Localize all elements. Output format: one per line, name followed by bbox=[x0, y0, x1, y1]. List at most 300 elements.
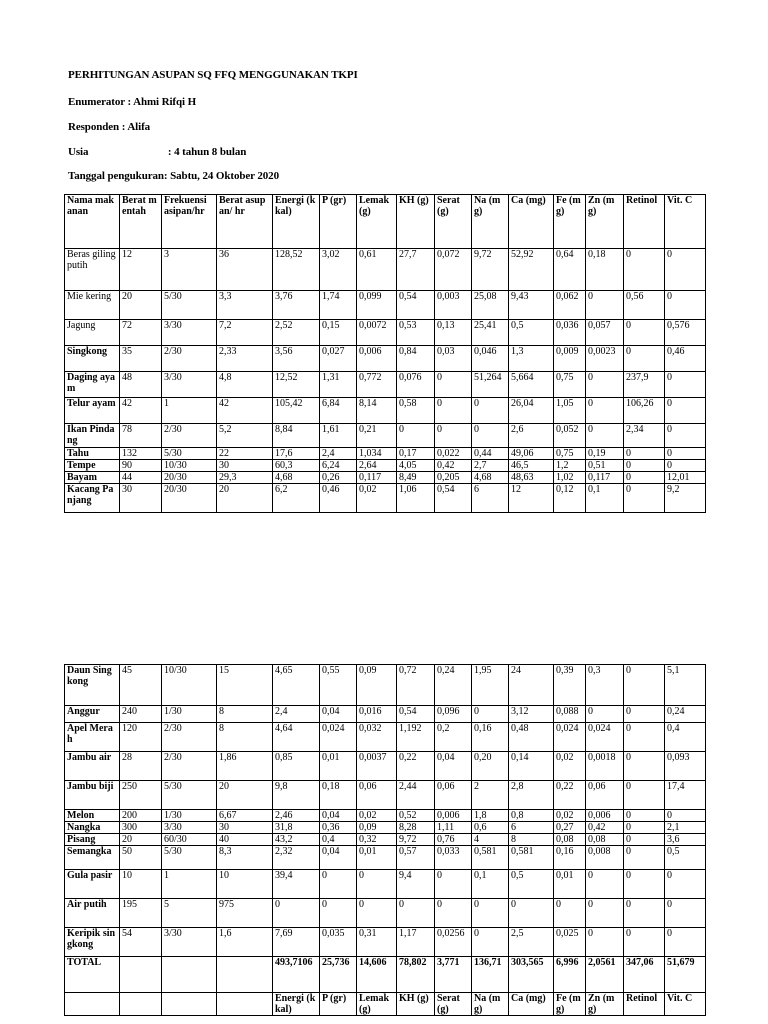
table-cell: 0,13 bbox=[435, 320, 472, 346]
table-cell: 3,771 bbox=[435, 957, 472, 993]
table-cell: 0,088 bbox=[554, 706, 586, 723]
table-cell: Lemak (g) bbox=[357, 195, 397, 249]
table-cell: 128,52 bbox=[273, 249, 320, 291]
table-cell: 0,076 bbox=[397, 372, 435, 398]
table-cell: 132 bbox=[120, 448, 162, 460]
table-cell: 7,2 bbox=[217, 320, 273, 346]
table-cell: 49,06 bbox=[509, 448, 554, 460]
table-row bbox=[65, 928, 706, 957]
table-cell: 0 bbox=[665, 448, 706, 460]
table-cell: 0,096 bbox=[435, 706, 472, 723]
table-cell: 0,006 bbox=[586, 810, 624, 822]
table-cell: 2,1 bbox=[665, 822, 706, 834]
table-cell: 3/30 bbox=[162, 372, 217, 398]
table-cell: 4,8 bbox=[217, 372, 273, 398]
food-name-cell: Gula pasir bbox=[65, 870, 120, 899]
table-cell: 6,996 bbox=[554, 957, 586, 993]
table-cell: 1/30 bbox=[162, 810, 217, 822]
table-cell: 5,2 bbox=[217, 424, 273, 448]
table-cell: 0,024 bbox=[554, 723, 586, 752]
table-cell: 0,008 bbox=[586, 846, 624, 870]
table-cell: 2,4 bbox=[273, 706, 320, 723]
table-cell: 0,3 bbox=[586, 665, 624, 706]
header-row bbox=[65, 195, 706, 249]
table-cell: 8,3 bbox=[217, 846, 273, 870]
food-name-cell: Keripik singkong bbox=[65, 928, 120, 957]
table-cell: 8,49 bbox=[397, 472, 435, 484]
table-cell: 1,95 bbox=[472, 665, 509, 706]
table-cell: 30 bbox=[120, 484, 162, 513]
table-cell: 12 bbox=[509, 484, 554, 513]
table-cell: 0 bbox=[357, 899, 397, 928]
table-cell: 0,14 bbox=[509, 752, 554, 781]
tanggal-line: Tanggal pengukuran: Sabtu, 24 Oktober 2020 bbox=[68, 170, 279, 182]
table-cell: 0 bbox=[586, 928, 624, 957]
table-cell: 0 bbox=[397, 899, 435, 928]
table-cell: 0,036 bbox=[554, 320, 586, 346]
table-cell: 0 bbox=[624, 665, 665, 706]
table-cell: 0,09 bbox=[357, 822, 397, 834]
table-cell: 42 bbox=[120, 398, 162, 424]
table-cell: 0,51 bbox=[586, 460, 624, 472]
table-cell: 0,02 bbox=[554, 752, 586, 781]
table-cell: 0 bbox=[320, 899, 357, 928]
table-cell: 0 bbox=[624, 810, 665, 822]
table-row bbox=[65, 846, 706, 870]
table-cell: 0,022 bbox=[435, 448, 472, 460]
table-cell: Lemak (g) bbox=[357, 993, 397, 1016]
food-name-cell: Jambu biji bbox=[65, 781, 120, 810]
table-cell: 40 bbox=[217, 834, 273, 846]
total-label-cell: TOTAL bbox=[65, 957, 120, 993]
table-cell: 0,5 bbox=[665, 846, 706, 870]
table-cell: 303,565 bbox=[509, 957, 554, 993]
table-cell: Zn (mg) bbox=[586, 993, 624, 1016]
table-cell: 106,26 bbox=[624, 398, 665, 424]
table-cell: 0 bbox=[273, 899, 320, 928]
table-cell: 3/30 bbox=[162, 928, 217, 957]
table-cell: 250 bbox=[120, 781, 162, 810]
table-cell: 0,772 bbox=[357, 372, 397, 398]
table-cell: 0,42 bbox=[586, 822, 624, 834]
table-cell bbox=[217, 957, 273, 993]
usia-line: Usia : 4 tahun 8 bulan bbox=[68, 146, 247, 158]
table-cell: 3,6 bbox=[665, 834, 706, 846]
table-cell: 0 bbox=[472, 928, 509, 957]
table-cell: 0 bbox=[357, 870, 397, 899]
table-cell: 22 bbox=[217, 448, 273, 460]
table-cell: 0 bbox=[624, 834, 665, 846]
table-row bbox=[65, 752, 706, 781]
table-cell: 0 bbox=[665, 372, 706, 398]
table-cell: 25,736 bbox=[320, 957, 357, 993]
table-row bbox=[65, 320, 706, 346]
table-cell: 9,4 bbox=[397, 870, 435, 899]
table-cell: 6 bbox=[509, 822, 554, 834]
table-row bbox=[65, 781, 706, 810]
table-cell: 0,24 bbox=[435, 665, 472, 706]
table-cell: 0,21 bbox=[357, 424, 397, 448]
table-cell: 1,05 bbox=[554, 398, 586, 424]
table-cell: 0 bbox=[624, 460, 665, 472]
table-cell: 2,4 bbox=[320, 448, 357, 460]
table-cell: 0,58 bbox=[397, 398, 435, 424]
table-cell: 0,55 bbox=[320, 665, 357, 706]
table-cell: 0 bbox=[665, 424, 706, 448]
table-cell: 0,22 bbox=[397, 752, 435, 781]
table-cell: 0,06 bbox=[435, 781, 472, 810]
table-cell: 1 bbox=[162, 870, 217, 899]
table-cell: 3,3 bbox=[217, 291, 273, 320]
food-name-cell: Anggur bbox=[65, 706, 120, 723]
table-cell: 0 bbox=[509, 899, 554, 928]
table-cell: 12 bbox=[120, 249, 162, 291]
table-cell: 0,31 bbox=[357, 928, 397, 957]
table-cell: 9,72 bbox=[397, 834, 435, 846]
table-cell: 51,264 bbox=[472, 372, 509, 398]
document-title: PERHITUNGAN ASUPAN SQ FFQ MENGGUNAKAN TKPI bbox=[68, 69, 358, 81]
responden-line: Responden : Alifa bbox=[68, 121, 151, 133]
table-cell: 0,581 bbox=[472, 846, 509, 870]
table-cell: 9,2 bbox=[665, 484, 706, 513]
table-cell: Na (mg) bbox=[472, 195, 509, 249]
table-cell: 2,32 bbox=[273, 846, 320, 870]
table-cell: 0 bbox=[624, 928, 665, 957]
table-cell: Serat (g) bbox=[435, 993, 472, 1016]
table-cell: 78 bbox=[120, 424, 162, 448]
table-cell: 0 bbox=[472, 899, 509, 928]
table-cell: 2,46 bbox=[273, 810, 320, 822]
table-cell: 27,7 bbox=[397, 249, 435, 291]
table-cell: 5,1 bbox=[665, 665, 706, 706]
table-cell: 0,01 bbox=[357, 846, 397, 870]
food-name-cell: Jambu air bbox=[65, 752, 120, 781]
table-cell bbox=[217, 993, 273, 1016]
table-cell: 4,68 bbox=[472, 472, 509, 484]
table-cell: 20/30 bbox=[162, 484, 217, 513]
table-cell: 0,0037 bbox=[357, 752, 397, 781]
table-cell: 45 bbox=[120, 665, 162, 706]
table-cell: 0 bbox=[665, 928, 706, 957]
table-cell: 195 bbox=[120, 899, 162, 928]
table-cell: 0,54 bbox=[397, 291, 435, 320]
table-cell: 1,8 bbox=[472, 810, 509, 822]
table-cell: 200 bbox=[120, 810, 162, 822]
table-cell: 51,679 bbox=[665, 957, 706, 993]
food-name-cell: Daging ayam bbox=[65, 372, 120, 398]
table-cell: 0,44 bbox=[472, 448, 509, 460]
intake-table-page2 bbox=[64, 664, 706, 1016]
table-cell: 0,1 bbox=[586, 484, 624, 513]
table-cell: 12,52 bbox=[273, 372, 320, 398]
food-name-cell: Beras giling putih bbox=[65, 249, 120, 291]
table-cell: 25,41 bbox=[472, 320, 509, 346]
table-cell: 9,72 bbox=[472, 249, 509, 291]
table-cell: 0,062 bbox=[554, 291, 586, 320]
table-cell: 2,33 bbox=[217, 346, 273, 372]
table-cell: Na (mg) bbox=[472, 993, 509, 1016]
table-row bbox=[65, 291, 706, 320]
table-cell: 20 bbox=[217, 484, 273, 513]
table-cell: 0 bbox=[665, 460, 706, 472]
table-cell: 6,67 bbox=[217, 810, 273, 822]
table-cell: 2/30 bbox=[162, 424, 217, 448]
table-cell: 8 bbox=[217, 723, 273, 752]
enumerator-line: Enumerator : Ahmi Rifqi H bbox=[68, 96, 197, 108]
table-cell: 2 bbox=[472, 781, 509, 810]
table-cell: KH (g) bbox=[397, 993, 435, 1016]
table-cell: 2,52 bbox=[273, 320, 320, 346]
table-cell: Retinol bbox=[624, 993, 665, 1016]
table-cell: 3/30 bbox=[162, 320, 217, 346]
table-cell: 5/30 bbox=[162, 781, 217, 810]
table-cell: 0,16 bbox=[472, 723, 509, 752]
table-cell: 26,04 bbox=[509, 398, 554, 424]
table-cell: 0,20 bbox=[472, 752, 509, 781]
table-row bbox=[65, 448, 706, 460]
table-cell: 975 bbox=[217, 899, 273, 928]
table-cell: 3 bbox=[162, 249, 217, 291]
table-cell: P (gr) bbox=[320, 195, 357, 249]
table-cell: 300 bbox=[120, 822, 162, 834]
table-cell: 2,34 bbox=[624, 424, 665, 448]
table-row bbox=[65, 899, 706, 928]
table-row bbox=[65, 346, 706, 372]
table-cell: 0,06 bbox=[357, 781, 397, 810]
table-cell: 0,006 bbox=[435, 810, 472, 822]
table-cell: 0,006 bbox=[357, 346, 397, 372]
table-cell: 0 bbox=[586, 706, 624, 723]
table-cell bbox=[120, 993, 162, 1016]
table-cell: 5/30 bbox=[162, 291, 217, 320]
table-cell: 0,46 bbox=[320, 484, 357, 513]
table-cell: Fe (mg) bbox=[554, 195, 586, 249]
table-cell: 0,032 bbox=[357, 723, 397, 752]
table-cell: 0,2 bbox=[435, 723, 472, 752]
table-cell: 0,009 bbox=[554, 346, 586, 372]
table-cell: 0,4 bbox=[665, 723, 706, 752]
food-name-cell: Telur ayam bbox=[65, 398, 120, 424]
table-cell: 20 bbox=[120, 291, 162, 320]
table-cell bbox=[162, 993, 217, 1016]
table-row bbox=[65, 372, 706, 398]
table-cell: 5/30 bbox=[162, 448, 217, 460]
table-cell: 4,68 bbox=[273, 472, 320, 484]
table-cell: 20 bbox=[217, 781, 273, 810]
table-cell: 2,44 bbox=[397, 781, 435, 810]
table-cell: 3/30 bbox=[162, 822, 217, 834]
table-cell: 0,18 bbox=[320, 781, 357, 810]
table-cell: 6 bbox=[472, 484, 509, 513]
table-cell: 20 bbox=[120, 834, 162, 846]
table-cell: 0 bbox=[624, 484, 665, 513]
table-cell: 0,26 bbox=[320, 472, 357, 484]
food-name-cell: Bayam bbox=[65, 472, 120, 484]
table-cell: 0,0023 bbox=[586, 346, 624, 372]
table-cell: 44 bbox=[120, 472, 162, 484]
table-cell: 39,4 bbox=[273, 870, 320, 899]
table-cell: 237,9 bbox=[624, 372, 665, 398]
food-name-cell: Singkong bbox=[65, 346, 120, 372]
table-cell: 0,54 bbox=[397, 706, 435, 723]
table-cell: 10/30 bbox=[162, 460, 217, 472]
table-cell: 0,024 bbox=[320, 723, 357, 752]
table-cell: 0,03 bbox=[435, 346, 472, 372]
table-cell: 1,02 bbox=[554, 472, 586, 484]
table-cell: 17,6 bbox=[273, 448, 320, 460]
table-cell: 0 bbox=[665, 249, 706, 291]
table-cell: 0,0072 bbox=[357, 320, 397, 346]
table-cell: 0,035 bbox=[320, 928, 357, 957]
table-cell: 0,093 bbox=[665, 752, 706, 781]
table-cell: 0,02 bbox=[554, 810, 586, 822]
table-cell: 0 bbox=[472, 424, 509, 448]
table-cell: 0 bbox=[665, 398, 706, 424]
table-cell: 0 bbox=[624, 846, 665, 870]
table-cell: 30 bbox=[217, 822, 273, 834]
food-name-cell: Melon bbox=[65, 810, 120, 822]
table-cell: 0,76 bbox=[435, 834, 472, 846]
table-row bbox=[65, 424, 706, 448]
table-cell: 1,06 bbox=[397, 484, 435, 513]
food-name-cell: Semangka bbox=[65, 846, 120, 870]
table-cell: 0,1 bbox=[472, 870, 509, 899]
table-cell: 31,8 bbox=[273, 822, 320, 834]
table-cell: 0,22 bbox=[554, 781, 586, 810]
table-cell: 0 bbox=[624, 706, 665, 723]
table-cell: 2,0561 bbox=[586, 957, 624, 993]
table-cell: 1,61 bbox=[320, 424, 357, 448]
table-cell: 0,117 bbox=[586, 472, 624, 484]
table-cell: 7,69 bbox=[273, 928, 320, 957]
table-cell: 60/30 bbox=[162, 834, 217, 846]
table-cell: 1,86 bbox=[217, 752, 273, 781]
table-cell: 0 bbox=[624, 899, 665, 928]
table-cell: 0,205 bbox=[435, 472, 472, 484]
table-cell: 0,01 bbox=[554, 870, 586, 899]
table-cell: 2,7 bbox=[472, 460, 509, 472]
table-row bbox=[65, 834, 706, 846]
table-row bbox=[65, 822, 706, 834]
table-cell: 347,06 bbox=[624, 957, 665, 993]
table-cell: 3,76 bbox=[273, 291, 320, 320]
table-cell: 0,576 bbox=[665, 320, 706, 346]
table-cell: 0 bbox=[435, 398, 472, 424]
table-cell: 10 bbox=[120, 870, 162, 899]
table-cell: 0,61 bbox=[357, 249, 397, 291]
table-cell: 17,4 bbox=[665, 781, 706, 810]
table-cell: 0,19 bbox=[586, 448, 624, 460]
table-cell: 0 bbox=[435, 870, 472, 899]
table-cell: 0,117 bbox=[357, 472, 397, 484]
table-cell: 2/30 bbox=[162, 723, 217, 752]
table-cell: Fe (mg) bbox=[554, 993, 586, 1016]
table-cell: 4,64 bbox=[273, 723, 320, 752]
table-cell: 0,016 bbox=[357, 706, 397, 723]
table-cell: 6,2 bbox=[273, 484, 320, 513]
table-cell: 8,14 bbox=[357, 398, 397, 424]
table-cell: 0,033 bbox=[435, 846, 472, 870]
table-cell: 1,17 bbox=[397, 928, 435, 957]
food-name-cell: Ikan Pindang bbox=[65, 424, 120, 448]
table-cell: 0 bbox=[435, 899, 472, 928]
table-cell: 5 bbox=[162, 899, 217, 928]
table-cell: 0,17 bbox=[397, 448, 435, 460]
table-row bbox=[65, 723, 706, 752]
table-cell: 0,27 bbox=[554, 822, 586, 834]
table-cell: 0,4 bbox=[320, 834, 357, 846]
header-cell: Nama makanan bbox=[65, 195, 120, 249]
table-cell: 1,11 bbox=[435, 822, 472, 834]
table-cell: 493,7106 bbox=[273, 957, 320, 993]
table-cell: 3,12 bbox=[509, 706, 554, 723]
table-cell: 0 bbox=[665, 899, 706, 928]
table-cell: 0,56 bbox=[624, 291, 665, 320]
table-cell: 0,046 bbox=[472, 346, 509, 372]
table-cell: 0,8 bbox=[509, 810, 554, 822]
table-cell: 0 bbox=[397, 424, 435, 448]
table-cell: 0 bbox=[554, 899, 586, 928]
table-cell: 0,057 bbox=[586, 320, 624, 346]
table-cell: 0 bbox=[586, 424, 624, 448]
table-cell: 36 bbox=[217, 249, 273, 291]
table-cell: 10 bbox=[217, 870, 273, 899]
table-cell: 0,42 bbox=[435, 460, 472, 472]
table-cell: 0 bbox=[472, 398, 509, 424]
table-cell: 0 bbox=[665, 870, 706, 899]
table-cell: 0,32 bbox=[357, 834, 397, 846]
table-cell: Zn (mg) bbox=[586, 195, 624, 249]
table-cell: 42 bbox=[217, 398, 273, 424]
table-cell: 0,84 bbox=[397, 346, 435, 372]
table-cell: 28 bbox=[120, 752, 162, 781]
table-cell: 0 bbox=[624, 249, 665, 291]
table-cell: 0,003 bbox=[435, 291, 472, 320]
table-cell: 0,64 bbox=[554, 249, 586, 291]
total-row bbox=[65, 957, 706, 993]
table-cell: 1,192 bbox=[397, 723, 435, 752]
table-cell: Energi (kkal) bbox=[273, 993, 320, 1016]
table-cell: 0,0018 bbox=[586, 752, 624, 781]
food-name-cell: Nangka bbox=[65, 822, 120, 834]
table-cell: 2/30 bbox=[162, 346, 217, 372]
table-cell: 0,04 bbox=[435, 752, 472, 781]
table-cell: 50 bbox=[120, 846, 162, 870]
table-cell: 0,06 bbox=[586, 781, 624, 810]
table-row bbox=[65, 472, 706, 484]
table-cell: 136,71 bbox=[472, 957, 509, 993]
table-cell: 0 bbox=[665, 291, 706, 320]
intake-table-page1 bbox=[64, 194, 706, 513]
table-cell: 1 bbox=[162, 398, 217, 424]
table-cell: 90 bbox=[120, 460, 162, 472]
table-cell: Energi (kkal) bbox=[273, 195, 320, 249]
table-cell: 0 bbox=[586, 899, 624, 928]
table-cell: 0,53 bbox=[397, 320, 435, 346]
table-cell: 0 bbox=[586, 291, 624, 320]
table-row bbox=[65, 706, 706, 723]
table-cell: 48,63 bbox=[509, 472, 554, 484]
table-cell: 0,04 bbox=[320, 810, 357, 822]
table-cell: 0,36 bbox=[320, 822, 357, 834]
header-cell bbox=[65, 993, 120, 1016]
table-cell: 14,606 bbox=[357, 957, 397, 993]
table-cell: 0,39 bbox=[554, 665, 586, 706]
table-cell: 0,16 bbox=[554, 846, 586, 870]
food-name-cell: Air putih bbox=[65, 899, 120, 928]
table-cell: 2/30 bbox=[162, 752, 217, 781]
table-cell: 0 bbox=[624, 870, 665, 899]
